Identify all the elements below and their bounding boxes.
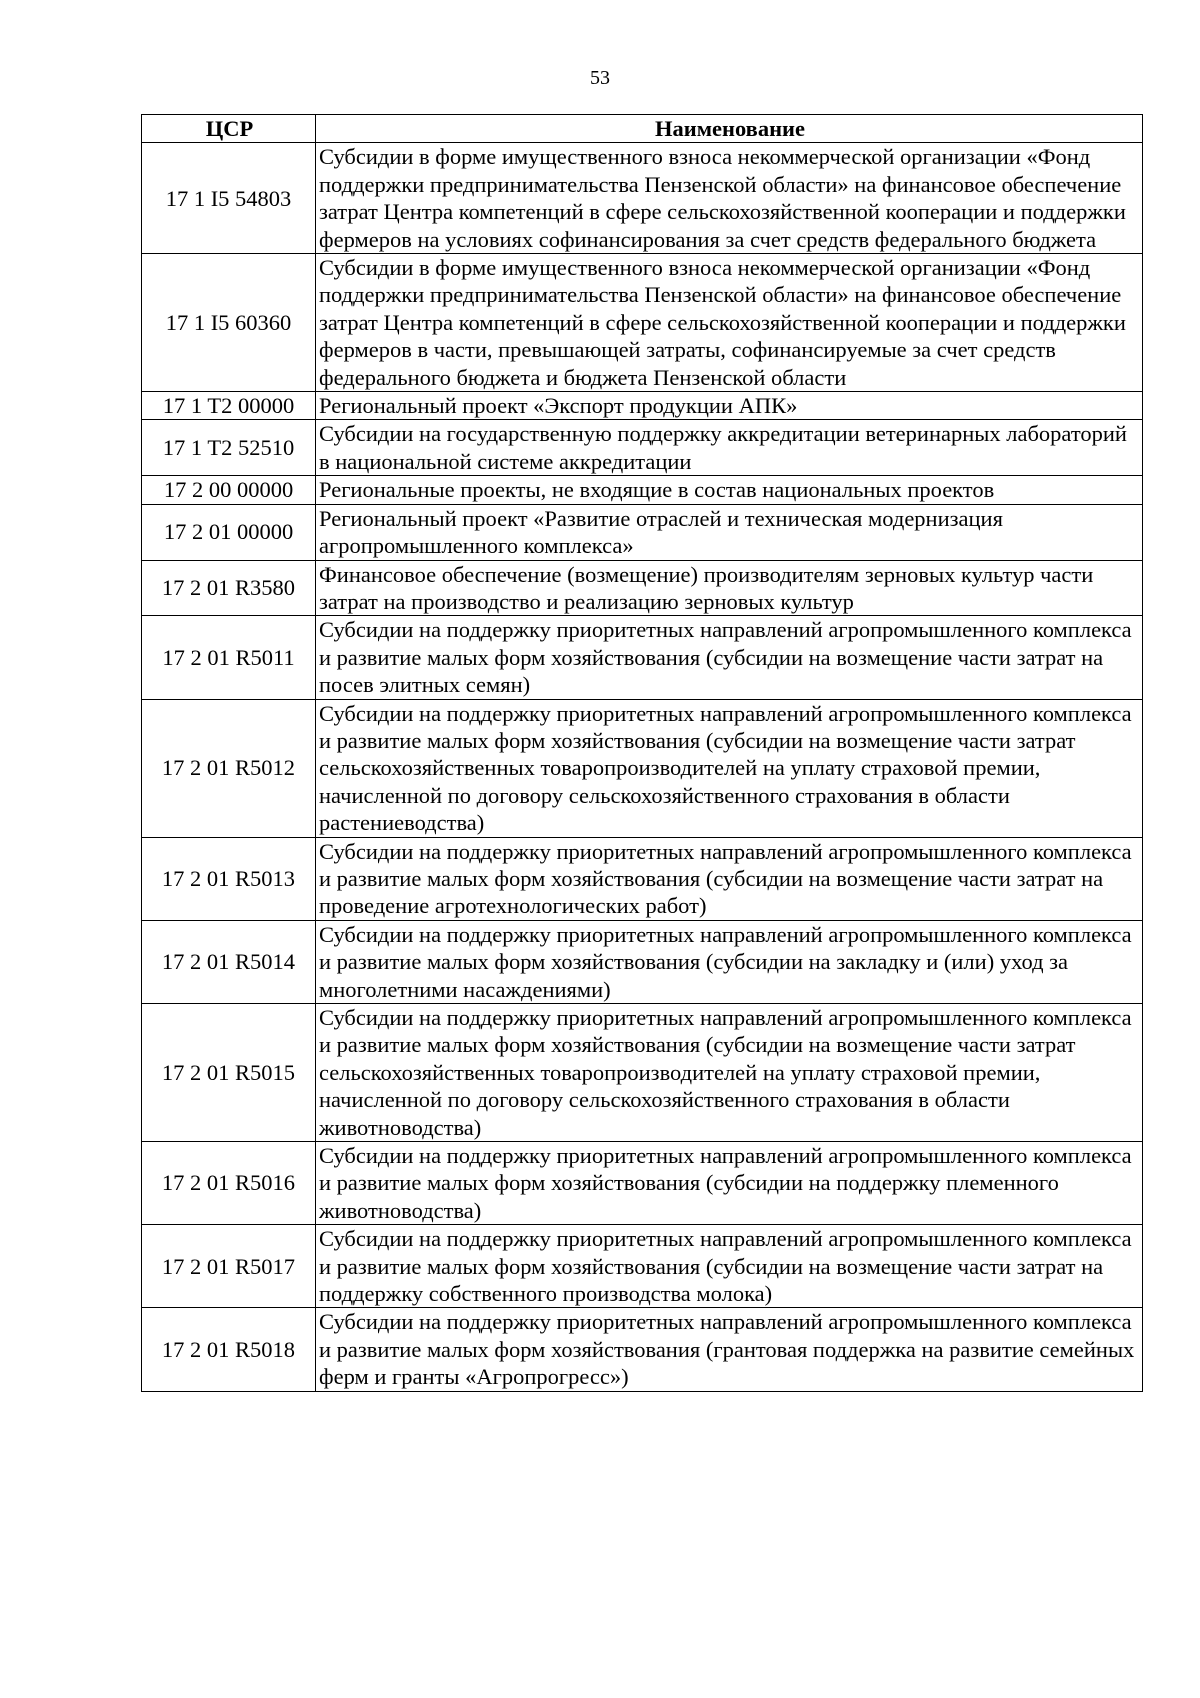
row-name: Субсидии на поддержку приоритетных направлений агропромышленного комплекса и развитие малых форм хозяйствования (субсидии на возмещение части затрат сельскохозяйственных товаропроизводителей на уплату страховой премии, начисленной по договору сельскохозяйственного страхования в области растениеводства)	[316, 699, 1143, 837]
row-name: Субсидии на поддержку приоритетных направлений агропромышленного комплекса и развитие малых форм хозяйствования (субсидии на возмещение части затрат на проведение агротехнологических работ)	[316, 837, 1143, 920]
row-code: 17 2 01 00000	[142, 504, 316, 560]
row-code: 17 1 T2 00000	[142, 392, 316, 420]
table-row	[142, 504, 1143, 560]
table-row	[142, 920, 1143, 1003]
row-name: Субсидии на поддержку приоритетных направлений агропромышленного комплекса и развитие малых форм хозяйствования (субсидии на возмещение части затрат сельскохозяйственных товаропроизводителей на уплату страховой премии, начисленной по договору сельскохозяйственного страхования в области животноводства)	[316, 1004, 1143, 1142]
table-row	[142, 476, 1143, 504]
table-row	[142, 392, 1143, 420]
table-row	[142, 837, 1143, 920]
row-code: 17 1 I5 54803	[142, 143, 316, 254]
row-name: Субсидии на поддержку приоритетных направлений агропромышленного комплекса и развитие малых форм хозяйствования (субсидии на возмещение части затрат на поддержку собственного производства молока)	[316, 1225, 1143, 1308]
row-code: 17 2 01 R5013	[142, 837, 316, 920]
table-row	[142, 1142, 1143, 1225]
row-code: 17 2 01 R5017	[142, 1225, 316, 1308]
table-row	[142, 143, 1143, 254]
row-code: 17 2 01 R5015	[142, 1004, 316, 1142]
table-row	[142, 616, 1143, 699]
table-row	[142, 254, 1143, 392]
row-name: Региональный проект «Развитие отраслей и техническая модернизация агропромышленного комплекса»	[316, 504, 1143, 560]
header-code: ЦСР	[142, 115, 316, 143]
row-code: 17 1 I5 60360	[142, 254, 316, 392]
table-header-row	[142, 115, 1143, 143]
page-number: 53	[590, 67, 610, 89]
row-name: Субсидии на государственную поддержку аккредитации ветеринарных лабораторий в национальной системе аккредитации	[316, 420, 1143, 476]
header-name: Наименование	[316, 115, 1143, 143]
table-row	[142, 1308, 1143, 1391]
table-row	[142, 1004, 1143, 1142]
table-row	[142, 560, 1143, 616]
row-code: 17 2 01 R5016	[142, 1142, 316, 1225]
row-code: 17 2 01 R5018	[142, 1308, 316, 1391]
row-code: 17 2 01 R5014	[142, 920, 316, 1003]
row-code: 17 2 01 R5012	[142, 699, 316, 837]
row-name: Субсидии на поддержку приоритетных направлений агропромышленного комплекса и развитие малых форм хозяйствования (субсидии на поддержку племенного животноводства)	[316, 1142, 1143, 1225]
row-code: 17 2 01 R3580	[142, 560, 316, 616]
row-name: Финансовое обеспечение (возмещение) производителям зерновых культур части затрат на производство и реализацию зерновых культур	[316, 560, 1143, 616]
row-name: Субсидии на поддержку приоритетных направлений агропромышленного комплекса и развитие малых форм хозяйствования (грантовая поддержка на развитие семейных ферм и гранты «Агропрогресс»)	[316, 1308, 1143, 1391]
table-row	[142, 1225, 1143, 1308]
row-name: Субсидии в форме имущественного взноса некоммерческой организации «Фонд поддержки предпринимательства Пензенской области» на финансовое обеспечение затрат Центра компетенций в сфере сельскохозяйственной кооперации и поддержки фермеров в части, превышающей затраты, софинансируемые за счет средств федерального бюджета и бюджета Пензенской области	[316, 254, 1143, 392]
row-code: 17 2 00 00000	[142, 476, 316, 504]
table-row	[142, 699, 1143, 837]
budget-classification-table	[141, 114, 1143, 1392]
row-name: Региональные проекты, не входящие в состав национальных проектов	[316, 476, 1143, 504]
row-code: 17 1 T2 52510	[142, 420, 316, 476]
table-row	[142, 420, 1143, 476]
row-name: Субсидии на поддержку приоритетных направлений агропромышленного комплекса и развитие малых форм хозяйствования (субсидии на возмещение части затрат на посев элитных семян)	[316, 616, 1143, 699]
row-name: Региональный проект «Экспорт продукции АПК»	[316, 392, 1143, 420]
row-code: 17 2 01 R5011	[142, 616, 316, 699]
row-name: Субсидии в форме имущественного взноса некоммерческой организации «Фонд поддержки предпринимательства Пензенской области» на финансовое обеспечение затрат Центра компетенций в сфере сельскохозяйственной кооперации и поддержки фермеров на условиях софинансирования за счет средств федерального бюджета	[316, 143, 1143, 254]
row-name: Субсидии на поддержку приоритетных направлений агропромышленного комплекса и развитие малых форм хозяйствования (субсидии на закладку и (или) уход за многолетними насаждениями)	[316, 920, 1143, 1003]
